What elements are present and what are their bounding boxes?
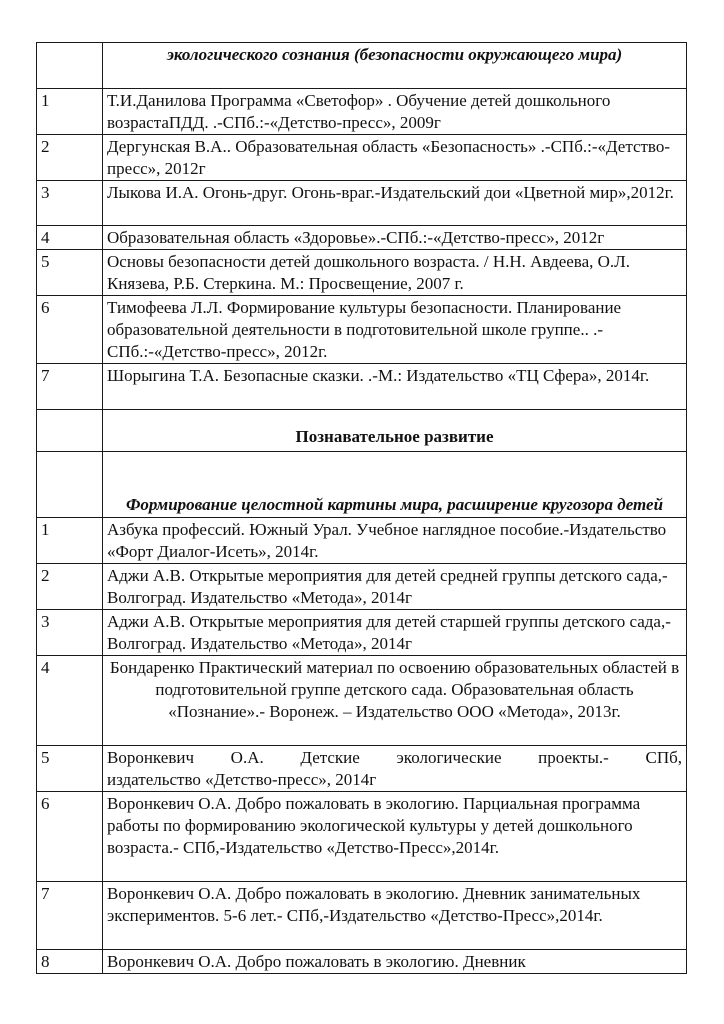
table-row [37, 882, 687, 950]
table-row [37, 226, 687, 250]
reference-text: Воронкевич О.А. Добро пожаловать в экологию. Парциальная программа работы по формированию экологической культуры у детей дошкольного возраста.- СПб,-Издательство «Детство-Пресс»,2014г. [103, 792, 687, 882]
reference-text: Тимофеева Л.Л. Формирование культуры безопасности. Планирование образовательной деятельности в подготовительной школе группе.. .-СПб.:-«Детство-пресс», 2012г. [103, 296, 687, 364]
row-number: 3 [37, 181, 103, 226]
row-number-cell [37, 452, 103, 518]
row-number: 7 [37, 364, 103, 410]
table-row [37, 364, 687, 410]
row-number: 3 [37, 610, 103, 656]
table-row [37, 746, 687, 792]
row-number: 1 [37, 518, 103, 564]
reference-text: Основы безопасности детей дошкольного возраста. / Н.Н. Авдеева, О.Л. Князева, Р.Б. Стеркина. М.: Просвещение, 2007 г. [103, 250, 687, 296]
table-row [37, 410, 687, 452]
table-row [37, 518, 687, 564]
row-number: 8 [37, 950, 103, 974]
subsection-title: Формирование целостной картины мира, расширение кругозора детей [103, 452, 687, 518]
reference-text: Воронкевич О.А. Добро пожаловать в экологию. Дневник [103, 950, 687, 974]
reference-text: Аджи А.В. Открытые мероприятия для детей средней группы детского сада,- Волгоград. Издательство «Метода», 2014г [103, 564, 687, 610]
row-number: 2 [37, 564, 103, 610]
section-title: экологического сознания (безопасности окружающего мира) [103, 43, 687, 89]
table-row [37, 250, 687, 296]
table-row [37, 296, 687, 364]
reference-text: Образовательная область «Здоровье».-СПб.:-«Детство-пресс», 2012г [103, 226, 687, 250]
reference-text: Лыкова И.А. Огонь-друг. Огонь-враг.-Издательский дои «Цветной мир»,2012г. [103, 181, 687, 226]
table-row [37, 43, 687, 89]
table-row [37, 950, 687, 974]
reference-text: Т.И.Данилова Программа «Светофор» . Обучение детей дошкольного возрастаПДД. .-СПб.:-«Детство-пресс», 2009г [103, 89, 687, 135]
row-number: 4 [37, 656, 103, 746]
table-row [37, 564, 687, 610]
reference-text-line: Воронкевич О.А. Детские экологические проекты.- СПб, [107, 748, 682, 767]
row-number-cell [37, 410, 103, 452]
table-row [37, 452, 687, 518]
table-row [37, 135, 687, 181]
reference-text: Дергунская В.А.. Образовательная область «Безопасность» .-СПб.:-«Детство-пресс», 2012г [103, 135, 687, 181]
section-heading: Познавательное развитие [103, 410, 687, 452]
row-number: 4 [37, 226, 103, 250]
table-row [37, 89, 687, 135]
reference-text-line: издательство «Детство-пресс», 2014г [107, 770, 377, 789]
row-number: 5 [37, 746, 103, 792]
row-number: 5 [37, 250, 103, 296]
reference-text: Азбука профессий. Южный Урал. Учебное наглядное пособие.-Издательство «Форт Диалог-Исеть», 2014г. [103, 518, 687, 564]
row-number: 6 [37, 792, 103, 882]
reference-text-cell [103, 746, 687, 792]
row-number: 6 [37, 296, 103, 364]
row-number: 7 [37, 882, 103, 950]
reference-text: Шорыгина Т.А. Безопасные сказки. .-М.: Издательство «ТЦ Сфера», 2014г. [103, 364, 687, 410]
table-row [37, 656, 687, 746]
reference-text: Воронкевич О.А. Добро пожаловать в экологию. Дневник занимательных экспериментов. 5-6 лет.- СПб,-Издательство «Детство-Пресс»,2014г. [103, 882, 687, 950]
table-row [37, 610, 687, 656]
reference-text: Аджи А.В. Открытые мероприятия для детей старшей группы детского сада,- Волгоград. Издательство «Метода», 2014г [103, 610, 687, 656]
row-number-cell [37, 43, 103, 89]
table-row [37, 181, 687, 226]
reference-text: Бондаренко Практический материал по освоению образовательных областей в подготовительной группе детского сада. Образовательная область «Познание».- Воронеж. – Издательство ООО «Метода», 2013г. [103, 656, 687, 746]
row-number: 2 [37, 135, 103, 181]
table-row [37, 792, 687, 882]
row-number: 1 [37, 89, 103, 135]
bibliography-table [36, 42, 687, 974]
